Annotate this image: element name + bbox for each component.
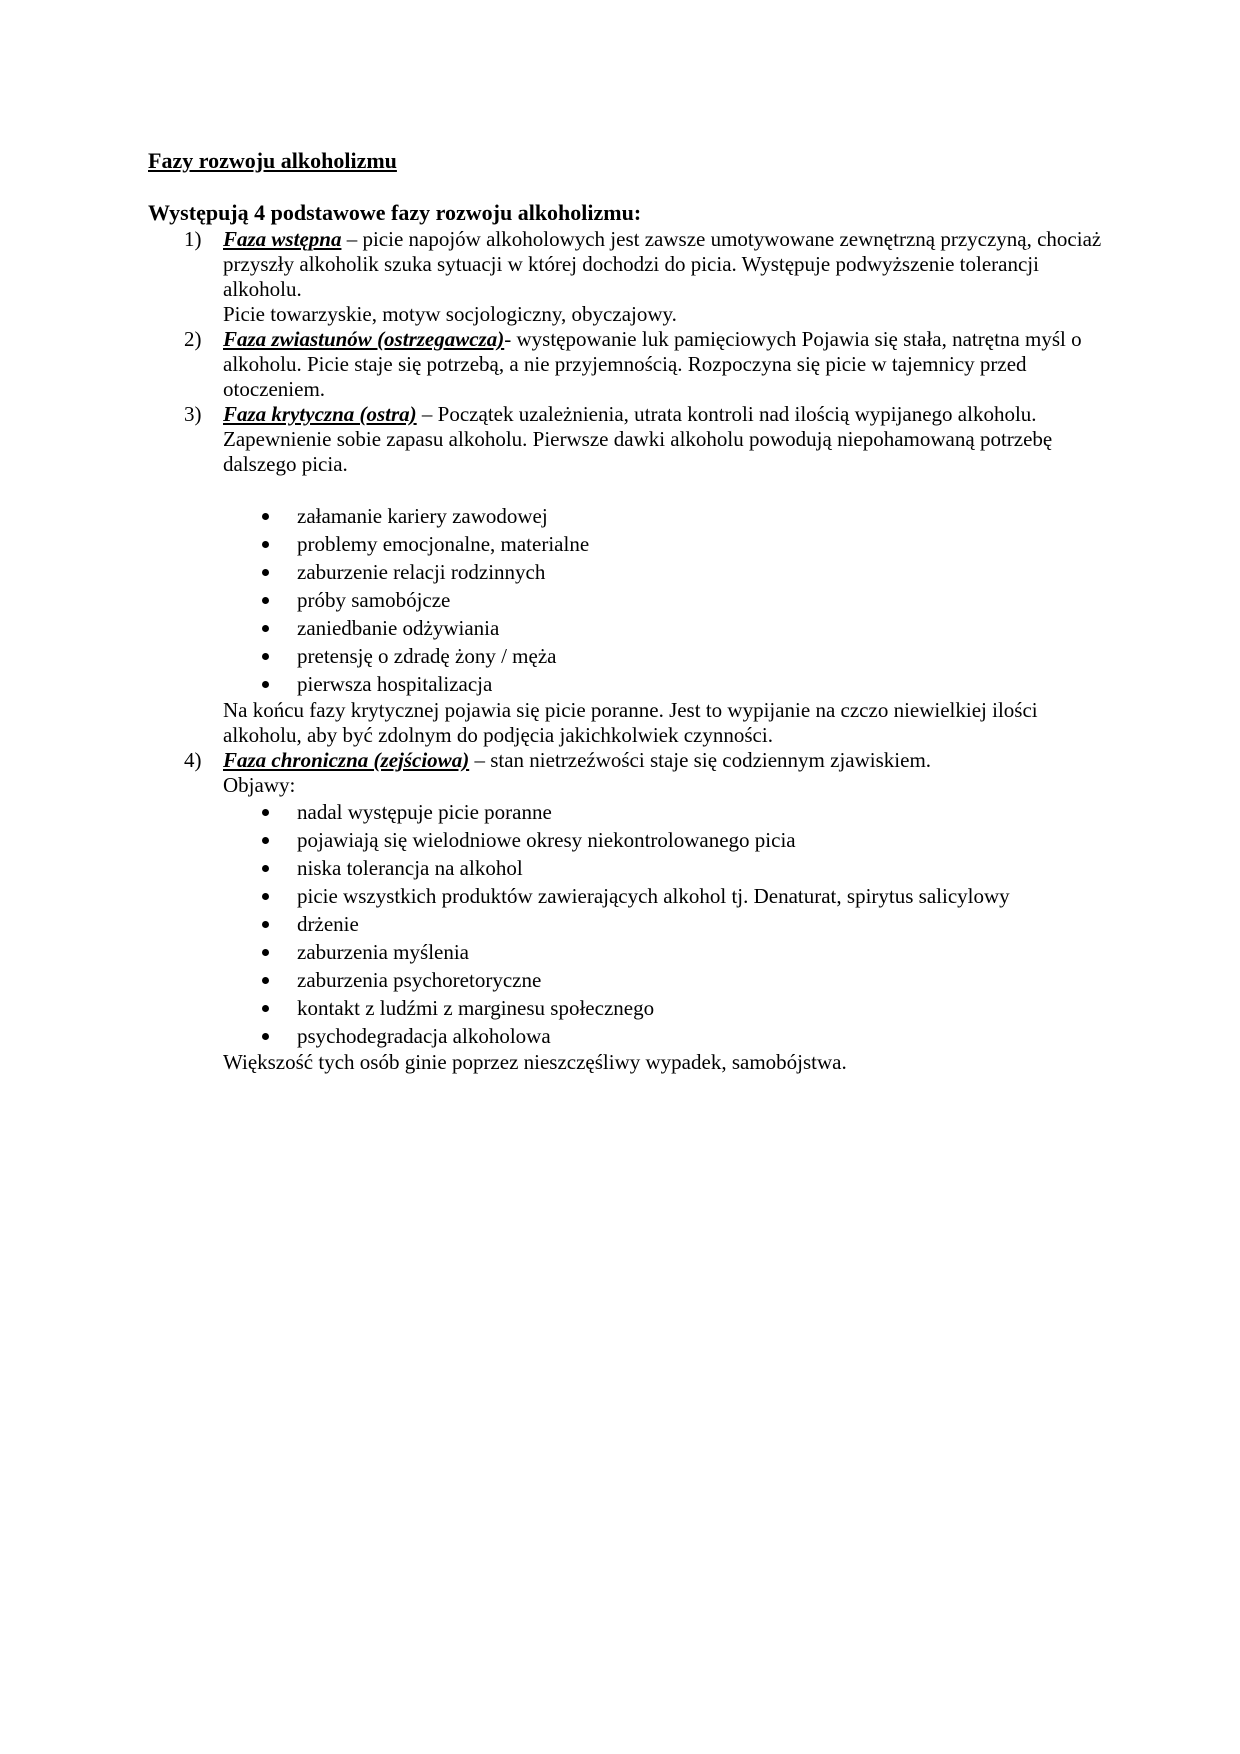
list-item: kontakt z ludźmi z marginesu społecznego [223, 994, 1103, 1022]
list-item: zaburzenie relacji rodzinnych [223, 558, 1103, 586]
intro-heading: Występują 4 podstawowe fazy rozwoju alkoholizmu: [148, 200, 642, 225]
bullet-icon [262, 1033, 269, 1040]
list-item: picie wszystkich produktów zawierających alkohol tj. Denaturat, spirytus salicylowy [223, 882, 1103, 910]
phase-4-bullet-list [223, 798, 1103, 1050]
phase-description: – stan nietrzeźwości staje się codziennym zjawiskiem. [469, 748, 932, 772]
phase-text [223, 402, 1103, 477]
bullet-icon [262, 569, 269, 576]
list-item: zaburzenia myślenia [223, 938, 1103, 966]
phase-4 [0, 748, 1103, 1075]
list-item: psychodegradacja alkoholowa [223, 1022, 1103, 1050]
phase-number: 3) [184, 402, 202, 426]
bullet-icon [262, 681, 269, 688]
bullet-icon [262, 809, 269, 816]
bullet-icon [262, 625, 269, 632]
phase-number: 4) [184, 748, 202, 772]
phase-name: Faza zwiastunów (ostrzegawcza) [223, 327, 505, 351]
bullet-icon [262, 541, 269, 548]
document-title: Fazy rozwoju alkoholizmu [148, 148, 397, 173]
list-item: pierwsza hospitalizacja [223, 670, 1103, 698]
list-item: zaniedbanie odżywiania [223, 614, 1103, 642]
phase-after: Na końcu fazy krytycznej pojawia się picie poranne. Jest to wypijanie na czczo niewielkiej ilości alkoholu, aby być zdolnym do podjęcia jakichkolwiek czynności. [223, 698, 1038, 747]
phase-text [223, 327, 1103, 402]
phase-description: – Początek uzależnienia, utrata kontroli nad ilością wypijanego alkoholu. Zapewnienie sobie zapasu alkoholu. Pierwsze dawki alkoholu powodują niepohamowaną potrzebę dalszego picia. [223, 402, 1053, 476]
objawy-label: Objawy: [223, 773, 296, 797]
phase-description: - występowanie luk pamięciowych Pojawia się stała, natrętna myśl o alkoholu. Picie staje się potrzebą, a nie przyjemnością. Rozpoczyna się picie w tajemnicy przed otoczeniem. [223, 327, 1082, 401]
list-item: załamanie kariery zawodowej [223, 502, 1103, 530]
bullet-icon [262, 893, 269, 900]
phase-extra: Picie towarzyskie, motyw socjologiczny, obyczajowy. [223, 302, 677, 326]
phase-text [223, 227, 1103, 302]
bullet-icon [262, 597, 269, 604]
phase-text [223, 748, 1103, 773]
bullet-icon [262, 1005, 269, 1012]
phase-list [0, 227, 1240, 1075]
bullet-icon [262, 653, 269, 660]
phase-after: Większość tych osób ginie poprzez nieszczęśliwy wypadek, samobójstwa. [223, 1050, 847, 1074]
phase-name: Faza krytyczna (ostra) [223, 402, 417, 426]
list-item: niska tolerancja na alkohol [223, 854, 1103, 882]
list-item: zaburzenia psychoretoryczne [223, 966, 1103, 994]
list-item: próby samobójcze [223, 586, 1103, 614]
list-item: problemy emocjonalne, materialne [223, 530, 1103, 558]
list-item: pojawiają się wielodniowe okresy niekontrolowanego picia [223, 826, 1103, 854]
phase-2 [0, 327, 1103, 402]
bullet-icon [262, 949, 269, 956]
phase-number: 1) [184, 227, 202, 251]
phase-number: 2) [184, 327, 202, 351]
phase-name: Faza wstępna [223, 227, 342, 251]
list-item: nadal występuje picie poranne [223, 798, 1103, 826]
bullet-icon [262, 977, 269, 984]
phase-1 [0, 227, 1103, 327]
list-item: drżenie [223, 910, 1103, 938]
phase-3-bullet-list [223, 502, 1103, 698]
bullet-icon [262, 865, 269, 872]
bullet-icon [262, 513, 269, 520]
list-item: pretensję o zdradę żony / męża [223, 642, 1103, 670]
bullet-icon [262, 837, 269, 844]
phase-name: Faza chroniczna (zejściowa) [223, 748, 470, 772]
phase-3 [0, 402, 1103, 748]
bullet-icon [262, 921, 269, 928]
phase-description: – picie napojów alkoholowych jest zawsze umotywowane zewnętrzną przyczyną, chociaż przyszły alkoholik szuka sytuacji w której dochodzi do picia. Występuje podwyższenie tolerancji alkoholu. [223, 227, 1102, 301]
